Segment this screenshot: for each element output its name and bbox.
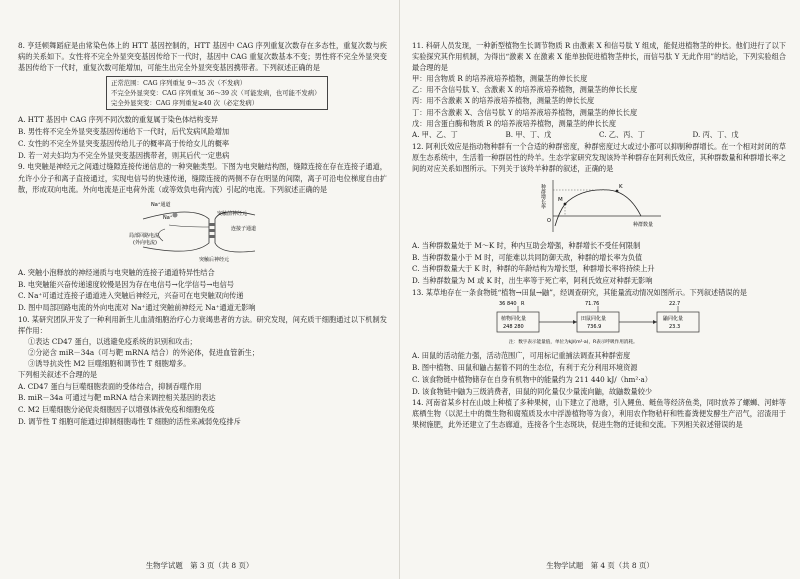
option-b: B. 男性将不完全外显突变基因传递给下一代时，后代发病风险增加 — [18, 127, 230, 137]
option-d: D. 丙、丁、戊 — [692, 129, 739, 139]
label-gap-channel: 连接子通道 — [230, 225, 256, 232]
option-b: B. 甲、丁、戊 — [505, 129, 552, 139]
point-m-label: M — [558, 196, 563, 203]
option-b: B. miR－34a 可通过与靶 mRNA 结合来调控相关基因的表达 — [18, 393, 216, 403]
box-1-top: 36 840 — [499, 301, 517, 308]
list-item: ③诱导抗炎性 M2 巨噬细胞和调节性 T 细胞增多。 — [28, 359, 191, 369]
option-a: A. CD47 蛋白与巨噬细胞表面的受体结合，抑制吞噬作用 — [18, 381, 202, 391]
allee-effect-graph — [529, 176, 669, 238]
option-a: A. HTT 基因中 CAG 序列不同次数的重复属于染色体结构变异 — [18, 115, 218, 125]
question-12-stem: 12. 阿利氏效应是指动物种群有一个合适的种群密度，种群密度过大或过小都可以抑制种群增长。在一个相对封闭的草原生态系统中，生活着一种群居性的羚羊。生态学家研究发现该羚羊种群存在阿利氏效应，其种群数量和种群增长率之间的对应关系如图所示。下列关于该羚羊种群的叙述，正确的是 — [412, 141, 786, 173]
electrical-synapse-figure — [123, 197, 283, 265]
option-d: D. 调节性 T 细胞可能通过抑制细胞毒性 T 细胞的活性来减弱免疫排斥 — [18, 416, 241, 426]
question-11 — [412, 40, 786, 141]
point-k-label: K — [619, 183, 623, 190]
question-13 — [412, 287, 786, 397]
list-item: 丁：用不含激素 X、含信号肽 Y 的培养液培养植物，测量茎的伸长长度 — [412, 107, 638, 117]
label-postsynaptic: 突触后神经元 — [198, 256, 229, 263]
page-footer: 生物学试题 第 4 页（共 8 页） — [546, 561, 654, 570]
question-14-stem: 14. 河南省某乡村在山坡上种植了多种果树，山下建立了池塘，引入鲤鱼、鲢鱼等经济鱼类，同时放养了螺蛳、河蚌等底栖生物（以泥土中的微生物和腐殖质及水中浮游植物等为食），利用农作物秸秆和牲畜粪便发酵生产沼气，沼渣用于果树施肥，此外还建立了生态廊道，连接各个生态斑块，促进生物的迁徙和交流。下列相关叙述错误的是 — [412, 398, 786, 430]
question-13-stem: 13. 某草地存在一条食物链“植物→田鼠→鼬”，经调查研究，其能量流动情况如图所示。下列叙述错误的是 — [412, 288, 747, 298]
r-label: R — [521, 301, 525, 308]
option-b: B. 图中植物、田鼠和鼬占据着不同的生态位，有利于充分利用环境资源 — [412, 362, 638, 372]
label-na-ion: Na⁺ — [162, 214, 172, 221]
question-11-options — [412, 129, 786, 141]
question-9 — [18, 161, 387, 313]
option-a: A. 田鼠的活动能力强，活动范围广，可用标记重捕法调查其种群密度 — [412, 351, 631, 361]
option-d: D. 图中局部回路电流的外向电流对 Na⁺通过突触前神经元 Na⁺通道无影响 — [18, 303, 256, 313]
question-10-lead: 下列相关叙述不合理的是 — [18, 370, 98, 380]
option-d: D. 该食物链中鼬为三级消费者，田鼠的同化量仅少量流向鼬，故鼬数量较少 — [412, 386, 653, 396]
question-14 — [412, 397, 786, 430]
x-axis-label: 种群数量 — [633, 221, 654, 228]
list-item: ①表达 CD47 蛋白，以逃避免疫系统的识别和攻击； — [28, 337, 197, 347]
question-10-stem: 10. 某研究团队开发了一种利用新生儿血清细胞治疗心力衰竭患者的方法。研究发现，间充质干细胞通过以下机制发挥作用： — [18, 314, 387, 336]
option-c: C. 该食物链中植物储存在自身有机物中的能量约为 211 440 kJ/（hm²·a） — [412, 374, 652, 384]
list-item: 丙：用不含激素 X 的培养液培养植物，测量茎的伸长长度 — [412, 96, 595, 106]
box-1-value: 248 280 — [503, 324, 524, 331]
option-a: A. 当种群数量处于 M～K 时，种内互助会增强，种群增长不受任何限制 — [412, 240, 641, 250]
origin-label: O — [547, 217, 551, 224]
label-outward: (外向电流) — [132, 239, 157, 246]
option-b: B. 当种群数量小于 M 时，可能难以共同防御天敌，种群的增长率为负值 — [412, 252, 643, 262]
box-1-label: 植物同化量 — [501, 316, 527, 323]
figure-note: 注：数字表示能量值，单位为kJ/(m²·a)，R表示呼吸作用消耗。 — [509, 340, 638, 346]
question-10 — [18, 314, 387, 428]
question-11-stem: 11. 科研人员发现，一种新型植物生长调节物质 R 由激素 X 和信号肽 Y 组成，能促进植物茎的伸长。他们进行了以下实验探究其作用机制，为得出“激素 X 在激素 X 能单独促进植物茎伸长，而信号肽 Y 无此作用”的结论，下列实验组合最合理的是 — [412, 41, 786, 73]
list-item: ②分泌含 miR－34a（可与靶 mRNA 结合）的外泌体，促进血管新生； — [28, 348, 260, 358]
list-item: 戊：用含蛋白酶和物质 R 的培养液培养植物，测量茎的伸长长度 — [412, 118, 617, 128]
option-b: B. 电突触能兴奋传递速度较慢是因为存在电信号→化学信号→电信号 — [18, 279, 234, 289]
option-a: A. 甲、乙、丁 — [412, 129, 458, 139]
y-axis-label: 种群增长率 — [540, 183, 546, 209]
option-a: A. 突触小泡释放的神经递质与电突触的连接子通道特异性结合 — [18, 267, 215, 277]
energy-flow-diagram — [479, 300, 719, 348]
label-local-current: 局部回路电流 — [128, 232, 159, 239]
question-8 — [18, 40, 387, 161]
option-d: D. 当种群数量为 M 或 K 时，出生率等于死亡率，阿利氏效应对种群无影响 — [412, 276, 653, 286]
option-c: C. 乙、丙、丁 — [599, 129, 645, 139]
option-c: C. 女性的不完全外显突变基因传给儿子的概率高于传给女儿的概率 — [18, 138, 230, 148]
box-2-label: 田鼠同化量 — [581, 316, 607, 323]
option-c: C. Na⁺可通过连接子通道进入突触后神经元，兴奋可在电突触双向传递 — [18, 291, 244, 301]
box-3-value: 23.3 — [669, 324, 681, 331]
box-3-label: 鼬同化量 — [663, 316, 684, 323]
page-4 — [400, 0, 800, 579]
box-2-top: 71.76 — [585, 301, 600, 308]
option-c: C. M2 巨噬细胞分泌促炎细胞因子以增强体液免疫和细胞免疫 — [18, 405, 215, 415]
label-na-channel: Na⁺通道 — [150, 201, 170, 208]
box-3-top: 22.7 — [669, 301, 681, 308]
page-footer: 生物学试题 第 3 页（共 8 页） — [145, 561, 254, 570]
option-d: D. 若一对夫妇均为不完全外显突变基因携带者，则其后代一定患病 — [18, 150, 230, 160]
question-12 — [412, 141, 786, 287]
option-c: C. 当种群数量大于 K 时，种群的年龄结构为增长型，种群增长率将持续上升 — [412, 264, 655, 274]
question-8-table — [106, 76, 328, 110]
table-row: 正常范围：CAG 序列重复 9～35 次（不发病） — [111, 79, 247, 88]
label-presynaptic: 突触前神经元 — [216, 210, 247, 217]
box-2-value: 736.9 — [587, 324, 602, 331]
list-item: 甲：用含物质 R 的培养液培养植物，测量茎的伸长长度 — [412, 74, 588, 84]
question-8-stem: 8. 亨廷顿舞蹈症是由常染色体上的 HTT 基因控制的，HTT 基因中 CAG 序列重复次数存在多态性，重复次数与疾病的关系如下。女性将不完全外显突变基因传给下一代时，基因中 CAG 重复次数基本不变；男性将不完全外显突变基因传给下一代时，重复次数可能增加，可能生出完全外显突变基因携带者。下列叙述正确的是 — [18, 41, 387, 73]
question-9-stem: 9. 电突触是神经元之间通过缝隙连接传递信息的一种突触类型。下图为电突触结构图，缝隙连接在存在连接子通道，允许小分子和离子直接通过，实现电信号的快速传递，缝隙连接的两侧不存在明显的间隙，离子可沿电位梯度自由扩散，形成双向电流。外向电流是正电荷外流（或等效负电荷内流）引起的电流。下列叙述正确的是 — [18, 162, 387, 194]
list-item: 乙：用不含信号肽 Y、含激素 X 的培养液培养植物，测量茎的伸长长度 — [412, 85, 638, 95]
table-row: 完全外显突变：CAG 序列重复≥40 次（必定发病） — [111, 99, 259, 108]
table-row: 不完全外显突变：CAG 序列重复 36～39 次（可能发病，也可能不发病） — [111, 89, 321, 98]
